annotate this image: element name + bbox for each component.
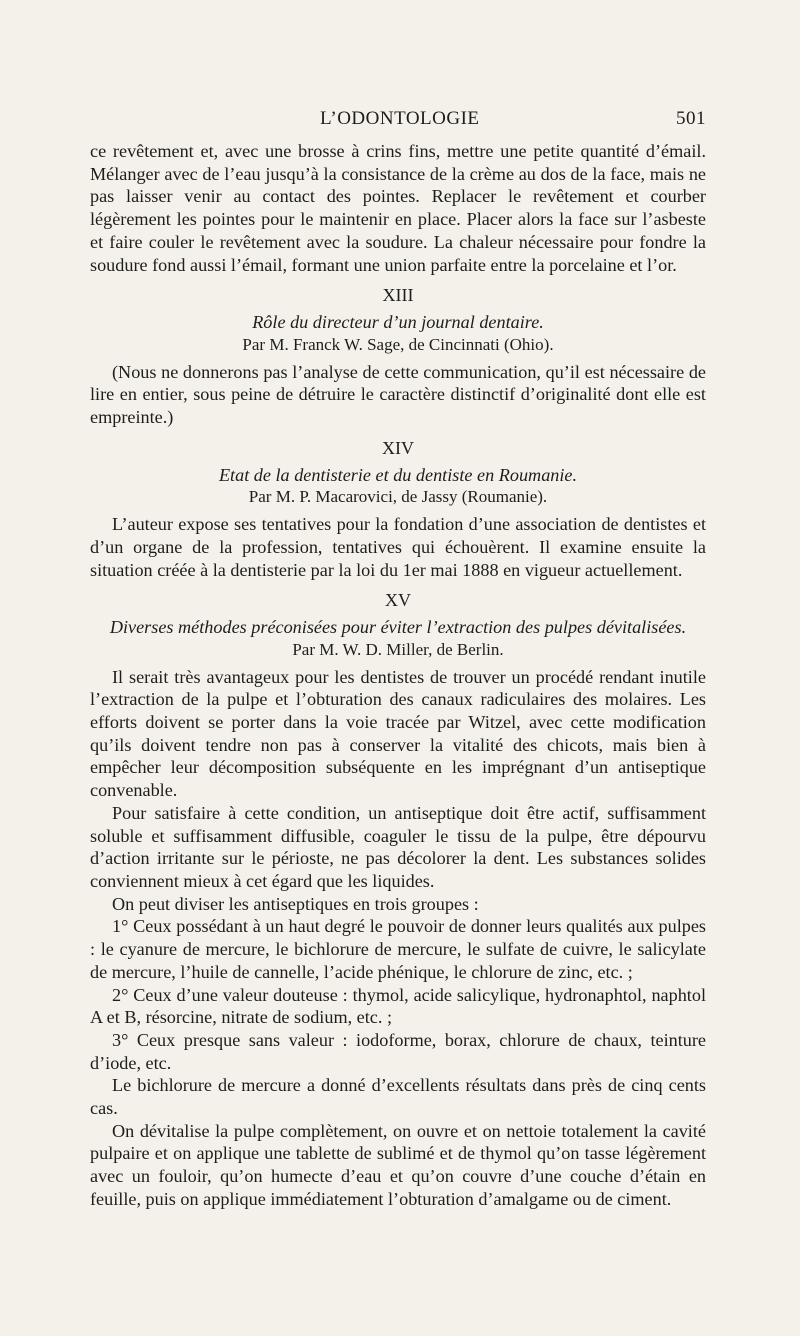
section-paragraph: (Nous ne donnerons pas l’analyse de cette communication, qu’il est nécessaire de lire en entier, sous peine de détruire le caractère distinctif d’originalité dont elle est empreinte.) [90,361,706,428]
section-paragraph: Le bichlorure de mercure a donné d’excellents résultats dans près de cinq cents cas. [90,1075,706,1119]
section-number: XIII [382,285,414,306]
section-paragraph: L’auteur expose ses tentatives pour la fondation d’une association de dentistes et d’un organe de la profession, tentatives qui échouèrent. Il examine ensuite la situation créée à la dentisterie par la loi du 1er mai 1888 en vigueur actuellement. [90,514,706,580]
section-paragraph: 2° Ceux d’une valeur douteuse : thymol, acide salicylique, hydronaphtol, naphtol A et B, résorcine, nitrate de sodium, etc. ; [90,984,706,1028]
running-title: L’ODONTOLOGIE [320,108,480,129]
section-paragraph: Il serait très avantageux pour les dentistes de trouver un procédé rendant inutile l’extraction de la pulpe et l’obturation des canaux radiculaires des molaires. Les efforts doivent se porter dans la voie tracée par Witzel, avec cette modification qu’ils doivent tendre non pas à conserver la vitalité des chicots, mais bien à empêcher leur décomposition subséquente en les imprégnant d’un antiseptique convenable. [90,666,706,801]
section-title: Diverses méthodes préconisées pour éviter l’extraction des pulpes dévitalisées. [109,617,687,638]
section-paragraph: Pour satisfaire à cette condition, un antiseptique doit être actif, suffisamment soluble et suffisamment diffusible, coaguler le tissu de la pulpe, être dépourvu d’action irritante sur le périoste, ne pas décolorer la dent. Les substances solides conviennent mieux à cet égard que les liquides. [90,802,706,891]
section-paragraph: On peut diviser les antiseptiques en trois groupes : [112,893,479,914]
section-author: Par M. P. Macarovici, de Jassy (Roumanie). [248,487,548,507]
opening-paragraph: ce revêtement et, avec une brosse à crins fins, mettre une petite quantité d’émail. Mélanger avec de l’eau jusqu’à la consistance de la crème au dos de la face, mais ne pas laisser venir au contact des pointes. Replacer le revêtement et courber légèrement les pointes pour le maintenir en place. Placer alors la face sur l’asbeste et faire couler le revêtement avec la soudure. La chaleur nécessaire pour fondre la soudure fond aussi l’émail, formant une union parfaite entre la porcelaine et l’or. [90,141,706,275]
section-author: Par M. W. D. Miller, de Berlin. [292,639,504,659]
section-number: XIV [382,437,414,458]
section-xv [90,589,706,1210]
running-header [90,108,706,140]
section-paragraph: 1° Ceux possédant à un haut degré le pouvoir de donner leurs qualités aux pulpes : le cyanure de mercure, le bichlorure de mercure, le sulfate de cuivre, le salicylate de mercure, l’huile de cannelle, l’acide phénique, le chlorure de zinc, etc. ; [90,916,706,982]
section-title: Etat de la dentisterie et du dentiste en Roumanie. [218,464,578,485]
page-number: 501 [676,108,706,129]
section-xiv [90,437,706,582]
section-number: XV [385,590,411,611]
section-author: Par M. Franck W. Sage, de Cincinnati (Ohio). [242,334,554,354]
section-paragraph: On dévitalise la pulpe complètement, on ouvre et on nettoie totalement la cavité pulpaire et on applique une tablette de sublimé et de thymol qu’on tasse légèrement avec un fouloir, qu’on humecte d’eau et qu’on couvre d’une couche d’étain en feuille, puis on applique immédiatement l’obturation d’amalgame ou de ciment. [90,1120,706,1209]
section-xiii [90,284,706,429]
section-title: Rôle du directeur d’un journal dentaire. [252,312,544,333]
section-paragraph: 3° Ceux presque sans valeur : iodoforme, borax, chlorure de chaux, teinture d’iode, etc. [90,1029,706,1073]
